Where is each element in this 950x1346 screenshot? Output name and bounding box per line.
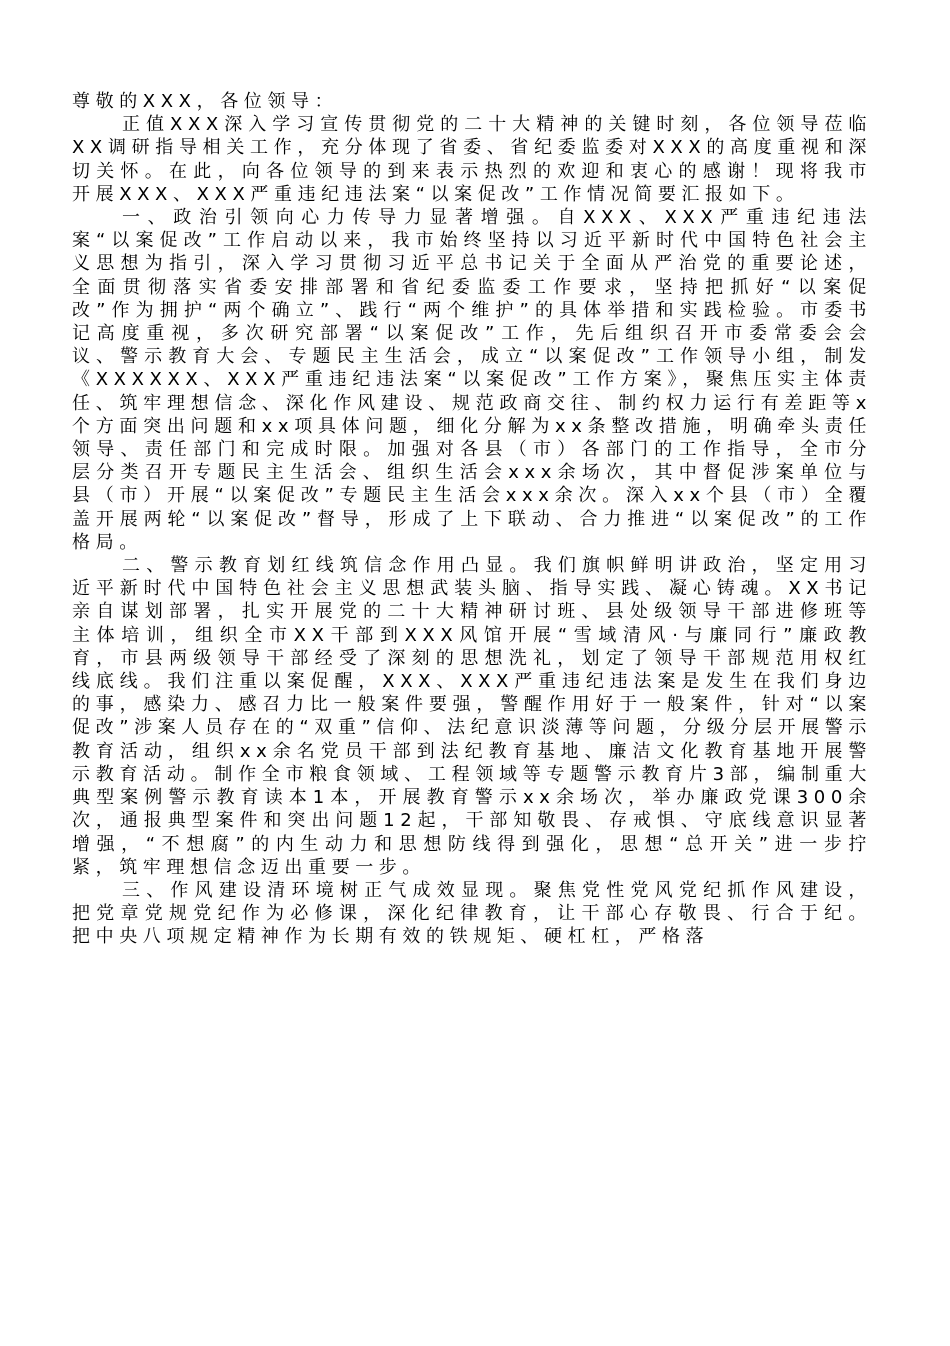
opening-paragraph: 正值XXX深入学习宣传贯彻党的二十大精神的关键时刻，各位领导莅临XX调研指导相关工作，充分体现了省委、省纪委监委对XXX的高度重视和深切关怀。在此，向各位领导的到来表示热烈的欢迎和衷心的感谢！现将我市开展XXX、XXX严重违纪违法案“以案促改”工作情况简要汇报如下。 bbox=[72, 114, 872, 205]
section-three-paragraph: 三、作风建设清环境树正气成效显现。聚焦党性党风党纪抓作风建设，把党章党规党纪作为必修课，深化纪律教育，让干部心存敬畏、行合于纪。把中央八项规定精神作为长期有效的铁规矩、硬杠杠，严格落 bbox=[72, 879, 872, 948]
section-one-paragraph: 一、政治引领向心力传导力显著增强。自XXX、XXX严重违纪违法案“以案促改”工作启动以来，我市始终坚持以习近平新时代中国特色社会主义思想为指引，深入学习贯彻习近平总书记关于全面从严治党的重要论述，全面贯彻落实省委安排部署和省纪委监委工作要求，坚持把抓好“以案促改”作为拥护“两个确立”、践行“两个维护”的具体举措和实践检验。市委书记高度重视，多次研究部署“以案促改”工作，先后组织召开市委常委会会议、警示教育大会、专题民主生活会，成立“以案促改”工作领导小组，制发《XXXXXX、XXX严重违纪违法案“以案促改”工作方案》，聚焦压实主体责任、筑牢理想信念、深化作风建设、规范政商交往、制约权力运行有差距等x个方面突出问题和xx项具体问题，细化分解为xx条整改措施，明确牵头责任领导、责任部门和完成时限。加强对各县（市）各部门的工作指导，全市分层分类召开专题民主生活会、组织生活会xxx余场次，其中督促涉案单位与县（市）开展“以案促改”专题民主生活会xxx余次。深入xx个县（市）全覆盖开展两轮“以案促改”督导，形成了上下联动、合力推进“以案促改”的工作格局。 bbox=[72, 207, 872, 553]
salutation: 尊敬的XXX，各位领导： bbox=[72, 91, 339, 112]
report-page bbox=[72, 90, 872, 949]
section-two-paragraph: 二、警示教育划红线筑信念作用凸显。我们旗帜鲜明讲政治，坚定用习近平新时代中国特色社会主义思想武装头脑、指导实践、凝心铸魂。XX书记亲自谋划部署，扎实开展党的二十大精神研讨班、县处级领导干部进修班等主体培训，组织全市XX干部到XXX风馆开展“雪域清风·与廉同行”廉政教育，市县两级领导干部经受了深刻的思想洗礼，划定了领导干部规范用权红线底线。我们注重以案促醒，XXX、XXX严重违纪违法案是发生在我们身边的事，感染力、感召力比一般案件要强，警醒作用好于一般案件，针对“以案促改”涉案人员存在的“双重”信仰、法纪意识淡薄等问题，分级分层开展警示教育活动，组织xx余名党员干部到法纪教育基地、廉洁文化教育基地开展警示教育活动。制作全市粮食领域、工程领域等专题警示教育片3部，编制重大典型案例警示教育读本1本，开展教育警示xx余场次，举办廉政党课300余次，通报典型案件和突出问题12起，干部知敬畏、存戒惧、守底线意识显著增强，“不想腐”的内生动力和思想防线得到强化，思想“总开关”进一步拧紧，筑牢理想信念迈出重要一步。 bbox=[72, 555, 872, 878]
